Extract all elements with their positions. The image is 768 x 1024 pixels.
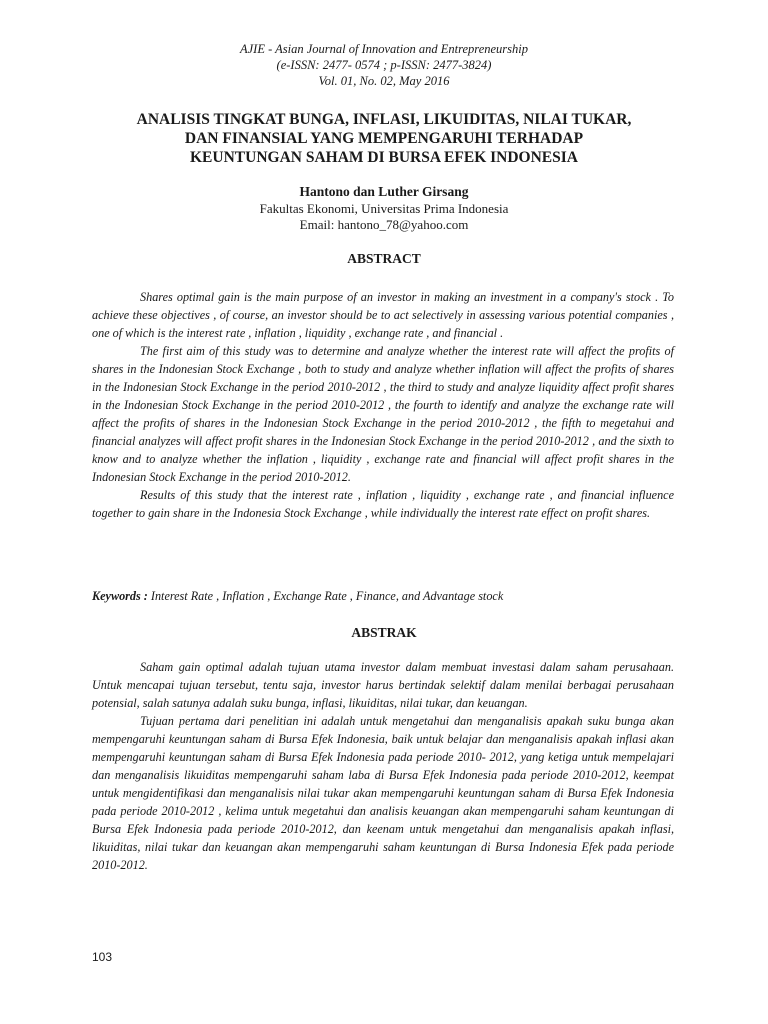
abstrak-paragraph: Saham gain optimal adalah tujuan utama investor dalam membuat investasi dalam saham perusahaan. Untuk mencapai tujuan tersebut, tentu saja, investor harus bertindak selektif dalam menilai berbagai perusahaan potensial, salah satunya adalah suku bunga, inflasi, likuiditas, nilai tukar, dan keuangan. bbox=[92, 660, 674, 710]
abstract-paragraph: Results of this study that the interest rate , inflation , liquidity , exchange rate , and financial influence together to gain share in the Indonesia Stock Exchange , while individually the interest rate effect on profit shares. bbox=[92, 488, 674, 520]
affiliation: Fakultas Ekonomi, Universitas Prima Indonesia bbox=[259, 201, 509, 216]
abstrak-paragraph: Tujuan pertama dari penelitian ini adalah untuk mengetahui dan menganalisis apakah suku bunga akan mempengaruhi keuntungan saham di Bursa Efek Indonesia, baik untuk belajar dan menganalisis apakah inflasi akan mempengaruhi keuntungan saham di Bursa Efek Indonesia pada periode 2010- 2012, yang ketiga untuk mempelajari dan menganalisis likuiditas mempengaruhi saham laba di Bursa Efek Indonesia pada periode 2010-2012, keempat untuk mengidentifikasi dan menganalisis nilai tukar akan mempengaruhi keuntungan saham di Bursa Efek Indonesia pada periode 2010-2012 , kelima untuk megetahui dan analisis keuangan akan mempengaruhi saham keuntungan di Bursa Efek Indonesia pada periode 2010-2012, dan keenam untuk mengetahui dan menganalisis apakah inflasi, likuiditas, nilai tukar dan keuangan akan mempengaruhi saham keuntungan di Bursa Indonesia Efek pada periode 2010-2012. bbox=[92, 714, 674, 872]
abstract-paragraph: Shares optimal gain is the main purpose of an investor in making an investment in a company's stock . To achieve these objectives , of course, an investor should be to act selectively in assessing various potential companies , one of which is the interest rate , inflation , liquidity , exchange rate , and financial . bbox=[92, 290, 674, 340]
paper-title-line: KEUNTUNGAN SAHAM DI BURSA EFEK INDONESIA bbox=[190, 149, 578, 166]
page-number: 103 bbox=[92, 950, 113, 964]
abstract-body bbox=[92, 288, 674, 522]
keywords-label: Keywords : bbox=[92, 589, 148, 603]
journal-name: AJIE - Asian Journal of Innovation and Entrepreneurship bbox=[239, 42, 529, 56]
keywords bbox=[92, 588, 674, 605]
author-email: Email: hantono_78@yahoo.com bbox=[299, 217, 469, 232]
paper-title bbox=[60, 110, 708, 167]
journal-issn: (e-ISSN: 2477- 0574 ; p-ISSN: 2477-3824) bbox=[276, 58, 492, 72]
paper-title-line: DAN FINANSIAL YANG MEMPENGARUHI TERHADAP bbox=[184, 130, 584, 147]
abstrak-heading: ABSTRAK bbox=[351, 625, 417, 640]
abstrak-body bbox=[92, 658, 674, 874]
journal-volume: Vol. 01, No. 02, May 2016 bbox=[318, 74, 450, 88]
abstract-paragraph: The first aim of this study was to determine and analyze whether the interest rate will affect the profits of shares in the Indonesian Stock Exchange , both to study and analyze whether inflation will affect the profits of shares in the Indonesian Stock Exchange in the period 2010-2012 , the third to study and analyze liquidity affect profit shares in the Indonesian Stock Exchange in the period 2010-2012 , the fourth to identify and analyze the exchange rate will affect the profits of shares in the Indonesian Stock Exchange in the period 2010-2012 , the fifth to megetahui and financial analyzes will affect profit shares in the Indonesian Stock Exchange in the period 2010-2012 , and the sixth to know and to analyze whether the inflation , liquidity , exchange rate and financial will affect profit shares in the Indonesian Stock Exchange in the period 2010-2012. bbox=[92, 344, 674, 484]
authors: Hantono dan Luther Girsang bbox=[299, 184, 469, 199]
keywords-text: Interest Rate , Inflation , Exchange Rate , Finance, and Advantage stock bbox=[150, 589, 504, 603]
paper-title-line: ANALISIS TINGKAT BUNGA, INFLASI, LIKUIDITAS, NILAI TUKAR, bbox=[136, 111, 632, 128]
abstract-heading: ABSTRACT bbox=[347, 251, 421, 266]
